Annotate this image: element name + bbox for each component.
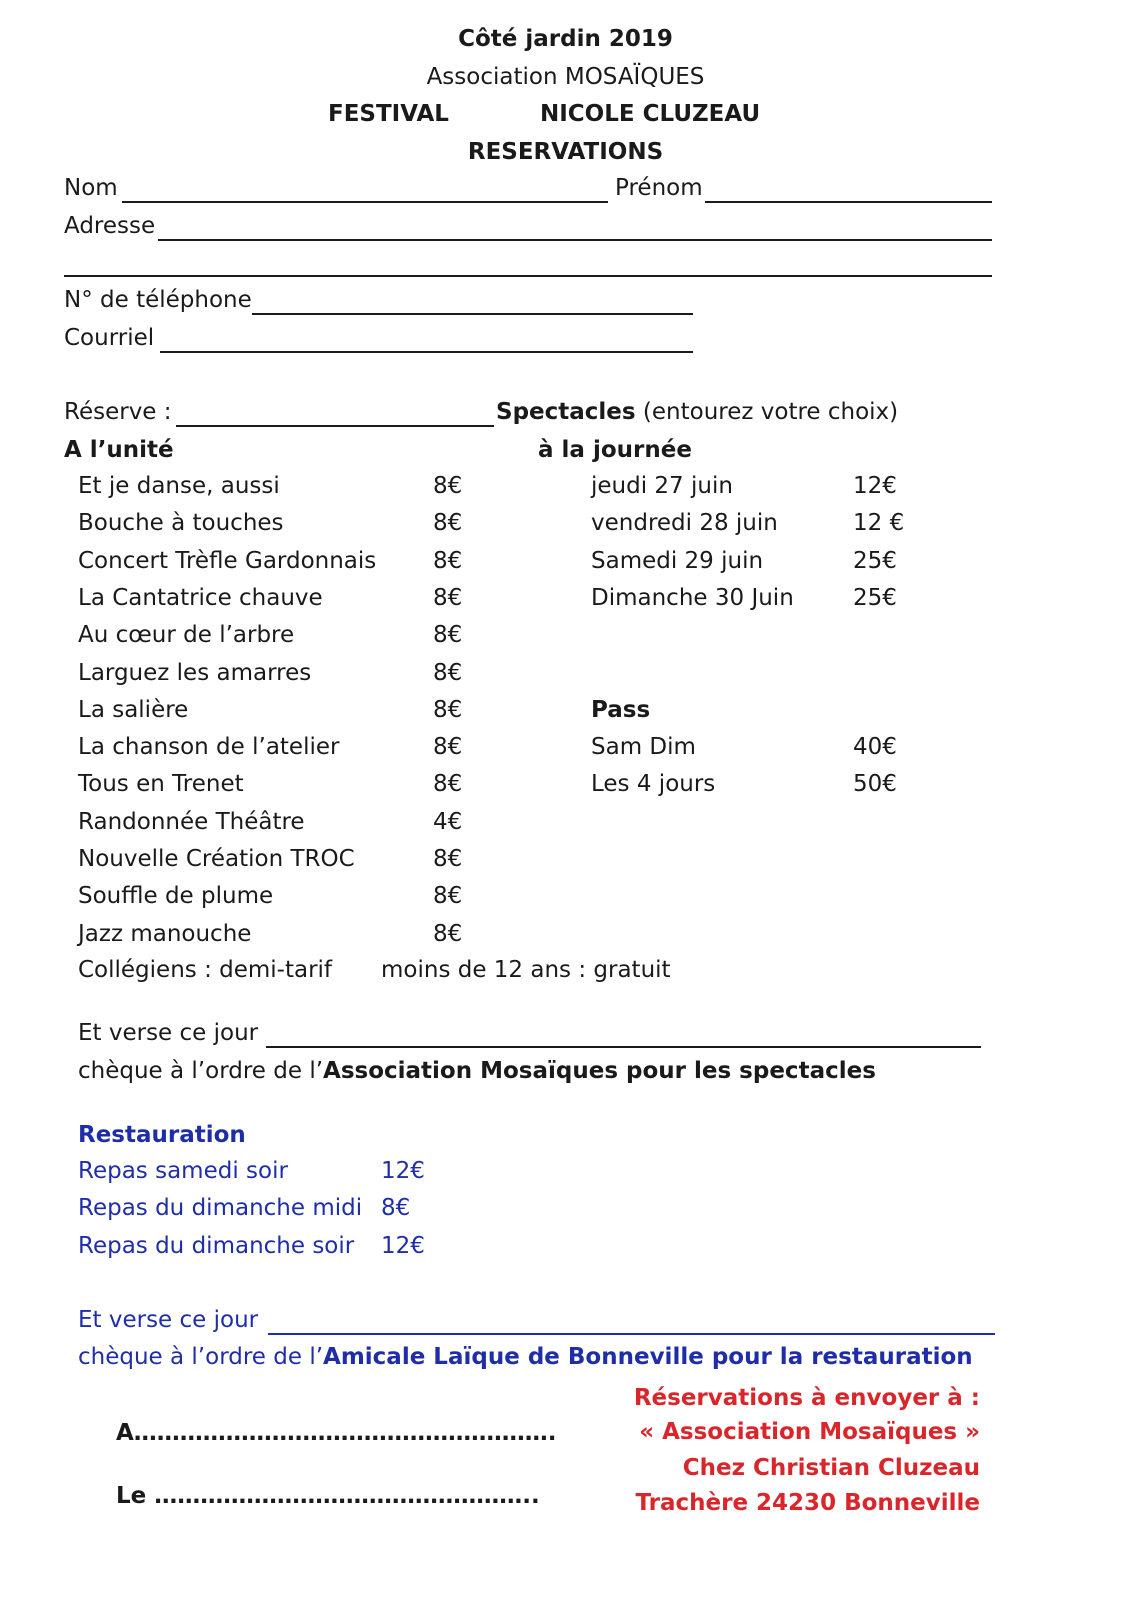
pass-item-name: Sam Dim [591, 734, 696, 760]
signature-date-line[interactable] [116, 1483, 540, 1509]
adresse-field-line2[interactable] [64, 275, 992, 277]
cheque-shows-line [78, 1058, 876, 1084]
verse-resto-label: Et verse ce jour [78, 1307, 259, 1333]
unit-item-name: La chanson de l’atelier [78, 734, 340, 761]
association-name: Association MOSAÏQUES [426, 64, 705, 90]
unit-item-name: La salière [78, 696, 189, 723]
send-to-address: Trachère 24230 Bonneville [635, 1490, 980, 1516]
nom-label: Nom [64, 175, 118, 201]
telephone-field[interactable] [252, 313, 693, 315]
students-note: Collégiens : demi-tarif [78, 957, 333, 983]
unit-item-price: 8€ [433, 883, 463, 910]
restauration-item-price: 8€ [381, 1195, 411, 1222]
unit-item-price: 8€ [433, 547, 463, 574]
courriel-field[interactable] [160, 351, 693, 353]
courriel-label: Courriel [64, 325, 155, 351]
day-item-name: Samedi 29 juin [591, 547, 764, 574]
day-item-price: 25€ [853, 584, 897, 611]
send-to-association: « Association Mosaïques » [639, 1419, 980, 1445]
unit-item-name: Randonnée Théâtre [78, 808, 305, 835]
under12-note: moins de 12 ans : gratuit [381, 957, 671, 983]
unit-item-name: Bouche à touches [78, 510, 284, 537]
unit-item-price: 8€ [433, 771, 463, 798]
cheque-resto-prefix: chèque à l’ordre de l’ [78, 1344, 324, 1370]
festival-label: FESTIVAL [328, 101, 449, 127]
unit-item-price: 8€ [433, 622, 463, 649]
nom-field[interactable] [122, 201, 608, 203]
unit-item-price: 8€ [433, 846, 463, 872]
unit-item-name: Tous en Trenet [78, 771, 244, 798]
cheque-shows-payee: Association Mosaïques pour les spectacles [323, 1058, 876, 1084]
adresse-label: Adresse [64, 213, 156, 239]
spectacles-label: Spectacles [496, 399, 636, 425]
choice-note: (entourez votre choix) [642, 399, 899, 425]
cheque-shows-prefix: chèque à l’ordre de l’ [78, 1058, 324, 1084]
day-item-name: Dimanche 30 Juin [591, 584, 794, 611]
signature-date-text: Le ………………………………………….. [116, 1483, 540, 1509]
signature-place-text: A………………………………………………. [116, 1420, 557, 1446]
restauration-item-price: 12€ [381, 1232, 425, 1259]
unit-item-name: Larguez les amarres [78, 659, 312, 686]
reservations-heading: RESERVATIONS [467, 139, 664, 165]
unit-item-name: Nouvelle Création TROC [78, 846, 355, 872]
adresse-field[interactable] [158, 239, 992, 241]
cheque-resto-payee: Amicale Laïque de Bonneville pour la restauration [323, 1344, 973, 1370]
unit-item-name: Et je danse, aussi [78, 473, 280, 499]
pass-heading: Pass [591, 697, 651, 723]
day-item-price: 12 € [853, 510, 905, 537]
restauration-item-name: Repas samedi soir [78, 1158, 288, 1184]
pass-item-name: Les 4 jours [591, 771, 716, 798]
page-title: Côté jardin 2019 [458, 26, 673, 52]
unit-heading: A l’unité [64, 437, 174, 463]
send-to-contact: Chez Christian Cluzeau [682, 1455, 980, 1481]
restauration-item-name: Repas du dimanche soir [78, 1232, 355, 1259]
pass-item-price: 50€ [853, 771, 897, 798]
festival-name: NICOLE CLUZEAU [540, 101, 761, 127]
reserve-field[interactable] [176, 425, 494, 427]
signature-place-line[interactable] [116, 1420, 557, 1446]
unit-item-price: 4€ [433, 808, 463, 835]
verse-shows-field[interactable] [266, 1046, 981, 1048]
day-item-name: vendredi 28 juin [591, 510, 778, 537]
unit-item-price: 8€ [433, 659, 463, 686]
unit-item-name: Au cœur de l’arbre [78, 622, 295, 649]
telephone-label: N° de téléphone [64, 287, 252, 313]
prenom-field[interactable] [705, 201, 992, 203]
restauration-heading: Restauration [78, 1122, 246, 1148]
unit-item-name: Jazz manouche [78, 920, 252, 947]
restauration-item-price: 12€ [381, 1158, 425, 1184]
day-item-price: 12€ [853, 473, 897, 499]
send-to-heading: Réservations à envoyer à : [633, 1385, 980, 1411]
day-item-price: 25€ [853, 547, 897, 574]
restauration-item-name: Repas du dimanche midi [78, 1195, 363, 1222]
verse-resto-field[interactable] [268, 1333, 995, 1335]
day-heading: à la journée [538, 437, 692, 463]
verse-shows-label: Et verse ce jour [78, 1020, 259, 1046]
day-item-name: jeudi 27 juin [591, 473, 733, 499]
unit-item-price: 8€ [433, 473, 463, 499]
unit-item-name: Concert Trèfle Gardonnais [78, 547, 377, 574]
unit-item-price: 8€ [433, 696, 463, 723]
unit-item-name: Souffle de plume [78, 883, 274, 910]
prenom-label: Prénom [615, 175, 703, 201]
unit-item-price: 8€ [433, 584, 463, 611]
unit-item-price: 8€ [433, 510, 463, 537]
unit-item-price: 8€ [433, 920, 463, 947]
pass-item-price: 40€ [853, 734, 897, 760]
cheque-resto-line [78, 1344, 973, 1370]
unit-item-price: 8€ [433, 734, 463, 761]
unit-item-name: La Cantatrice chauve [78, 584, 323, 611]
reserve-label: Réserve : [64, 399, 172, 425]
